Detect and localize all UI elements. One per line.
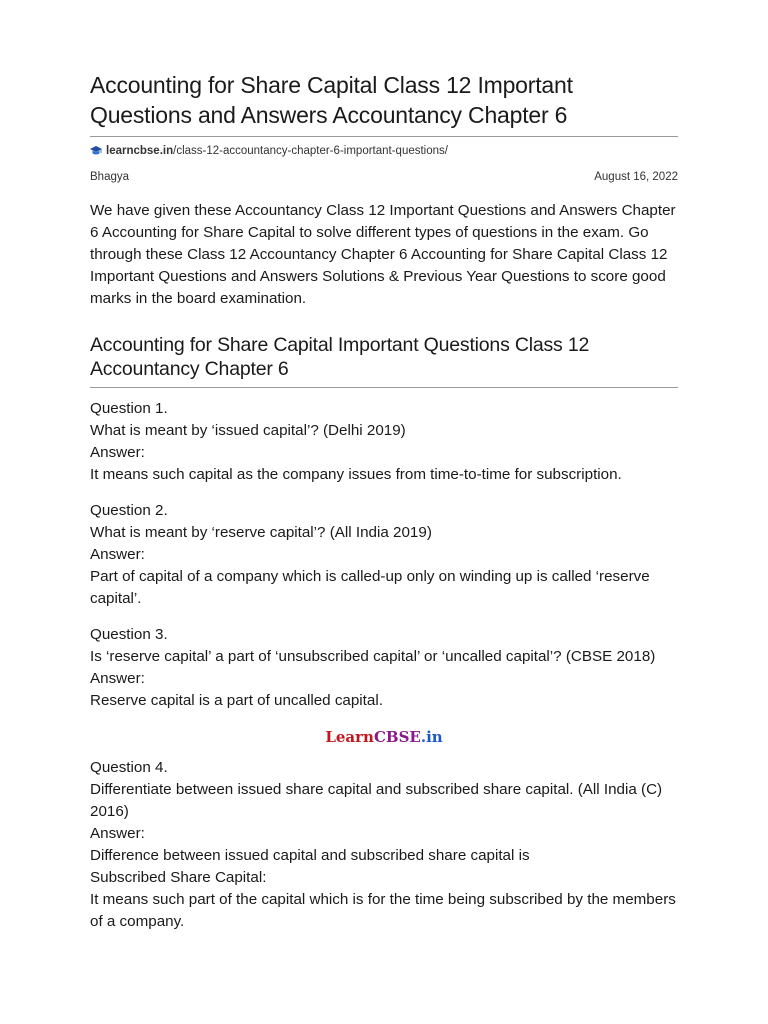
article-meta <box>90 171 678 183</box>
answer-text: Difference between issued capital and subscribed share capital is <box>90 847 530 864</box>
question-block-1 <box>90 398 678 486</box>
answer-text: It means such capital as the company issues from time-to-time for subscription. <box>90 466 622 483</box>
answer-label: Answer: <box>90 546 145 563</box>
question-text: What is meant by ‘reserve capital’? (All India 2019) <box>90 524 432 541</box>
question-label: Question 4. <box>90 759 168 776</box>
question-block-4 <box>90 757 678 933</box>
source-domain: learncbse.in <box>106 145 174 157</box>
answer-subheading: Subscribed Share Capital: <box>90 869 267 886</box>
answer-detail: It means such part of the capital which is for the time being subscribed by the members of a company. <box>90 891 676 930</box>
question-text: What is meant by ‘issued capital’? (Delhi 2019) <box>90 422 406 439</box>
question-block-3 <box>90 624 678 712</box>
answer-text: Reserve capital is a part of uncalled capital. <box>90 692 383 709</box>
answer-label: Answer: <box>90 670 145 687</box>
question-label: Question 1. <box>90 400 168 417</box>
source-link[interactable] <box>90 143 678 159</box>
graduation-cap-icon <box>90 145 102 157</box>
question-text: Differentiate between issued share capital and subscribed share capital. (All India (C) 2016) <box>90 781 663 820</box>
logo-cbse: CBSE <box>373 728 421 746</box>
question-label: Question 2. <box>90 502 168 519</box>
title-divider <box>90 136 678 137</box>
logo-domain: .in <box>420 728 443 746</box>
author-name: Bhagya <box>90 171 130 183</box>
learncbse-logo <box>90 728 678 746</box>
question-block-2 <box>90 500 678 610</box>
section-heading: Accounting for Share Capital Important Questions Class 12 Accountancy Chapter 6 <box>90 334 590 380</box>
question-label: Question 3. <box>90 626 168 643</box>
logo-learn: Learn <box>325 728 374 746</box>
intro-paragraph: We have given these Accountancy Class 12 Important Questions and Answers Chapter 6 Accounting for Share Capital to solve different types of questions in the exam. Go through these Class 12 Accountancy Chapter 6 Accounting for Share Capital Class 12 Important Questions and Answers Solutions & Previous Year Questions to score good marks in the board examination. <box>90 202 676 307</box>
question-text: Is ‘reserve capital’ a part of ‘unsubscribed capital’ or ‘uncalled capital’? (CBSE 2018) <box>90 648 656 665</box>
article-title: Accounting for Share Capital Class 12 Important Questions and Answers Accountancy Chapter 6 <box>90 72 573 128</box>
answer-label: Answer: <box>90 825 145 842</box>
answer-text: Part of capital of a company which is called-up only on winding up is called ‘reserve capital’. <box>90 568 650 607</box>
publish-date: August 16, 2022 <box>594 171 678 183</box>
section-divider <box>90 387 678 388</box>
source-path: /class-12-accountancy-chapter-6-important-questions/ <box>173 145 448 157</box>
answer-label: Answer: <box>90 444 145 461</box>
